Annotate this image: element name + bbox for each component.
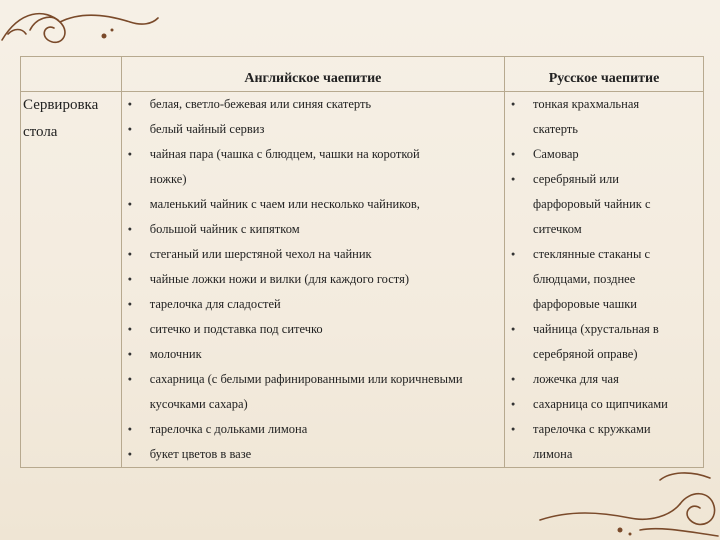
row-label-cell [21,92,122,468]
list-item: ● тарелочка с дольками лимона [122,417,504,442]
list-item: кусочками сахара) [149,397,248,411]
list-item: ● ситечко и подставка под ситечко [122,317,504,342]
list-item: ● серебряный или [505,167,703,192]
list-item: лимона [533,447,573,461]
list-item: ● стеганый или шерстяной чехол на чайник [122,242,504,267]
table-header-row [21,57,704,92]
russian-tea-header: Русское чаепитие [505,57,704,92]
list-item: ● ложечка для чая [505,367,703,392]
list-item: ● чайная пара (чашка с блюдцем, чашки на короткой [122,142,504,167]
english-items-list [122,92,504,467]
list-item: ● сахарница со щипчиками [505,392,703,417]
list-item: серебряной оправе) [533,347,638,361]
list-item: ● тарелочка для сладостей [122,292,504,317]
list-item: ● сахарница (с белыми рафинированными или коричневыми [122,367,504,392]
list-item: фарфоровый чайник с [533,197,651,211]
list-item: ● маленький чайник с чаем или несколько чайников, [122,192,504,217]
list-item: ножке) [149,172,187,186]
table-row [21,92,704,468]
empty-corner-cell [21,57,122,92]
row-label-line2: стола [23,124,58,140]
list-item: ● стеклянные стаканы с [505,242,703,267]
list-item: фарфоровые чашки [533,297,637,311]
list-item: ● чайница (хрустальная в [505,317,703,342]
list-item: ● белый чайный сервиз [122,117,504,142]
russian-items-list [505,92,703,467]
list-item: ● белая, светло-бежевая или синяя скатерть [122,92,504,117]
tea-comparison-table [20,56,704,468]
list-item: скатерть [533,122,578,136]
corner-ornament-top-left [0,0,160,60]
corner-ornament-bottom-right [520,460,720,540]
row-label-line1: Сервировка [23,97,99,113]
list-item: ● Самовар [505,142,703,167]
english-items-cell [121,92,504,468]
russian-items-cell [505,92,704,468]
list-item: ситечком [533,222,582,236]
list-item: ● большой чайник с кипятком [122,217,504,242]
list-item: ● чайные ложки ножи и вилки (для каждого гостя) [122,267,504,292]
list-item: ● букет цветов в вазе [122,442,504,467]
english-tea-header: Английское чаепитие [121,57,504,92]
list-item: ● тарелочка с кружками [505,417,703,442]
list-item: ● молочник [122,342,504,367]
list-item: блюдцами, позднее [533,272,636,286]
list-item: ● тонкая крахмальная [505,92,703,117]
